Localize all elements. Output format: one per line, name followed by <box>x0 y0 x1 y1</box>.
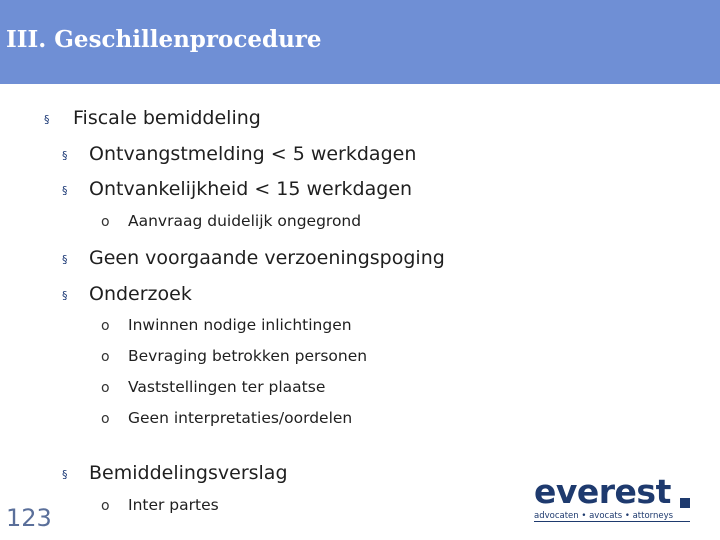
bullet-circle-icon: o <box>101 380 110 396</box>
bullet-square-icon: § <box>62 253 68 266</box>
slide-title: III. Geschillenprocedure <box>6 26 322 53</box>
bullet-circle-icon: o <box>101 411 110 427</box>
slide-number: 123 <box>6 504 52 532</box>
list-item-level2: Onderzoek <box>89 283 192 305</box>
list-item-level3: Inter partes <box>128 496 219 514</box>
list-item-level3: Aanvraag duidelijk ongegrond <box>128 212 362 230</box>
bullet-square-icon: § <box>62 468 68 481</box>
bullet-circle-icon: o <box>101 214 110 230</box>
list-item-level3: Geen interpretaties/oordelen <box>128 409 353 427</box>
bullet-circle-icon: o <box>101 498 110 514</box>
list-item-level2: Ontvangstmelding < 5 werkdagen <box>89 143 417 165</box>
logo-wordmark: everest <box>534 472 671 511</box>
list-item-level3: Inwinnen nodige inlichtingen <box>128 316 352 334</box>
list-item-level2: Bemiddelingsverslag <box>89 462 288 484</box>
bullet-square-icon: § <box>62 149 68 162</box>
logo-underline <box>534 521 690 522</box>
bullet-square-icon: § <box>44 113 50 126</box>
logo-tagline: advocaten • avocats • attorneys <box>534 511 674 521</box>
list-item-level3: Vaststellingen ter plaatse <box>128 378 326 396</box>
list-item-level1: Fiscale bemiddeling <box>73 107 261 129</box>
bullet-square-icon: § <box>62 289 68 302</box>
bullet-circle-icon: o <box>101 349 110 365</box>
logo-square-icon <box>680 498 690 508</box>
list-item-level2: Ontvankelijkheid < 15 werkdagen <box>89 178 413 200</box>
slide-header <box>0 0 720 84</box>
list-item-level2: Geen voorgaande verzoeningspoging <box>89 247 445 269</box>
everest-logo <box>534 472 694 524</box>
bullet-circle-icon: o <box>101 318 110 334</box>
bullet-square-icon: § <box>62 184 68 197</box>
list-item-level3: Bevraging betrokken personen <box>128 347 368 365</box>
